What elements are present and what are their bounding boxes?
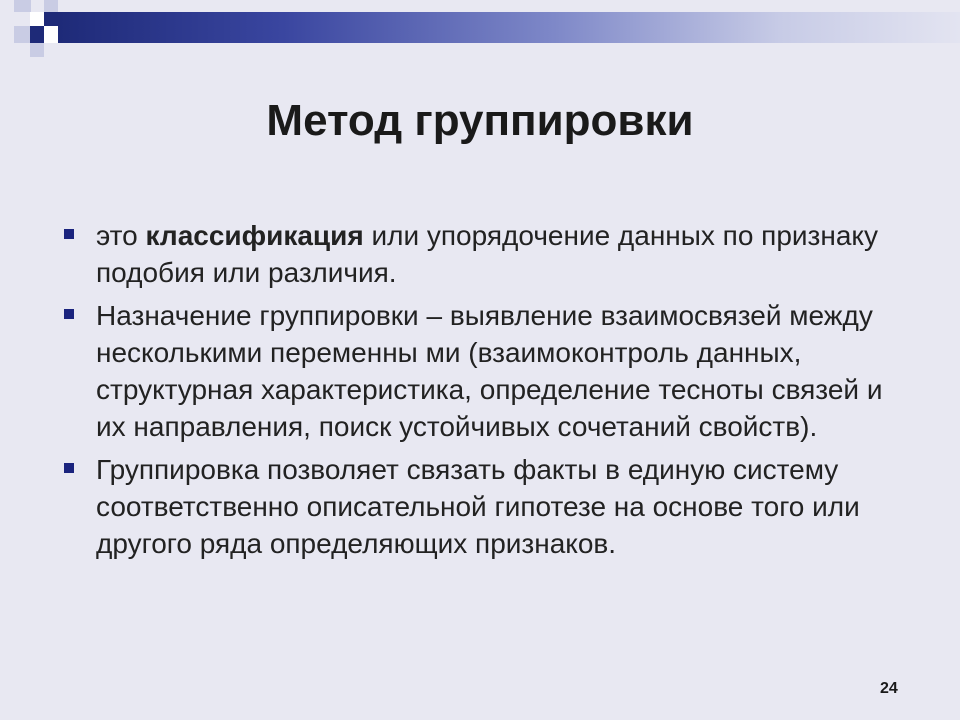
- bullet-item: [96, 297, 896, 445]
- decor-square: [30, 12, 44, 26]
- square-bullet-icon: [64, 309, 74, 319]
- decor-square: [30, 26, 44, 43]
- header-gradient-bar: [58, 12, 960, 43]
- decor-square: [30, 43, 44, 57]
- bullet-text-bold: классификация: [145, 220, 364, 251]
- bullet-list: [96, 217, 896, 568]
- decor-square: [44, 0, 58, 12]
- slide-title: Метод группировки: [266, 96, 694, 145]
- square-bullet-icon: [64, 463, 74, 473]
- bullet-text: Группировка позволяет связать факты в единую систему соответственно описательной гипотезе на основе того или другого ряда определяющих признаков.: [96, 454, 860, 559]
- decor-square: [44, 12, 58, 26]
- decor-square: [14, 0, 31, 12]
- bullet-item: [96, 451, 896, 562]
- decor-square: [44, 26, 58, 43]
- square-bullet-icon: [64, 229, 74, 239]
- bullet-text-suffix: или упорядочение данных по признаку подобия или различия.: [96, 220, 878, 288]
- decor-square: [14, 26, 30, 43]
- page-number: 24: [880, 680, 898, 697]
- bullet-item: [96, 217, 896, 291]
- bullet-text-prefix: это: [96, 220, 146, 251]
- bullet-text: Назначение группировки – выявление взаимосвязей между несколькими переменны ми (взаимоконтроль данных, структурная характеристика, определение тесноты связей и их направления, поиск устойчивых сочетаний свойств).: [96, 300, 883, 442]
